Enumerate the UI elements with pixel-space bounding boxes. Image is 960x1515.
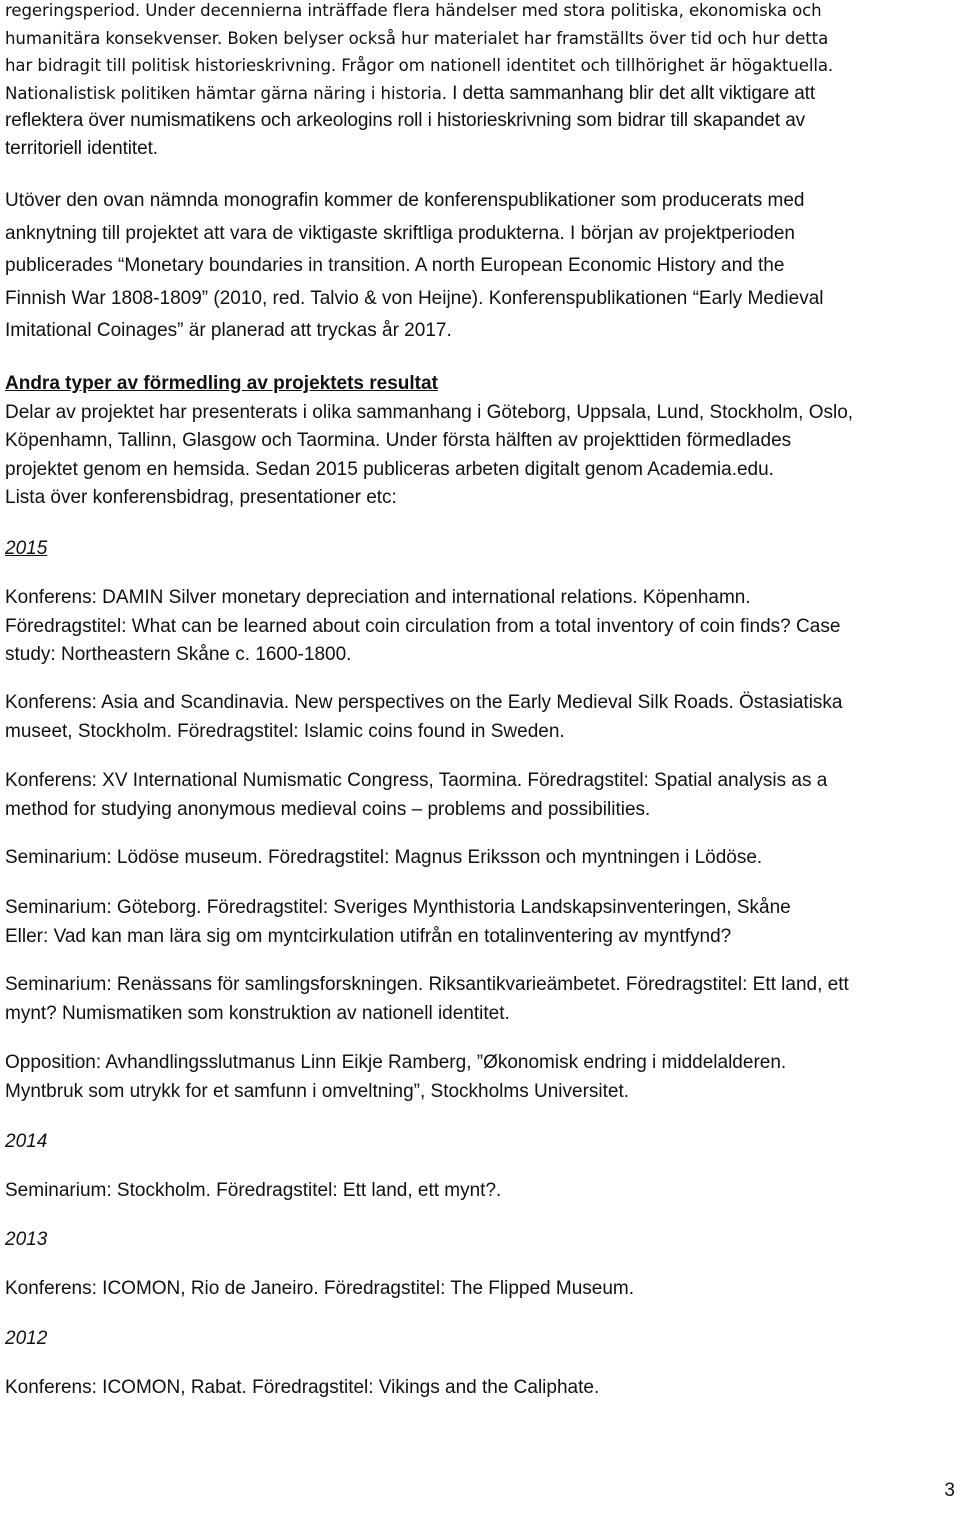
intro-line: har bidragit till politisk historieskrivning. Frågor om nationell identitet och tillhörighet är högaktuella. — [5, 56, 834, 75]
monograph-line: Utöver den ovan nämnda monografin kommer de konferenspublikationer som producerats med — [5, 190, 805, 211]
year-heading: 2012 — [5, 1328, 48, 1349]
intro-paragraph — [5, 0, 833, 162]
dissemination-line: Lista över konferensbidrag, presentationer etc: — [5, 487, 397, 508]
item-line: museet, Stockholm. Föredragstitel: Islamic coins found in Sweden. — [5, 720, 565, 742]
dissemination-line: Köpenhamn, Tallinn, Glasgow och Taormina. Under första hälften av projekttiden förmedlades — [5, 430, 792, 451]
year-heading: 2015 — [5, 538, 48, 559]
list-item — [5, 689, 842, 746]
list-item — [5, 1374, 599, 1403]
year-section-2015 — [5, 535, 47, 563]
monograph-line: Finnish War 1808-1809” (2010, red. Talvio & von Heijne). Konferenspublikationen “Early Medieval — [5, 287, 824, 309]
item-line: Föredragstitel: What can be learned about coin circulation from a total inventory of coin finds? Case — [5, 615, 841, 637]
item-line: Opposition: Avhandlingsslutmanus Linn Eikje Ramberg, ”Økonomisk endring i middelalderen. — [5, 1052, 787, 1073]
year-section-2014 — [5, 1128, 47, 1156]
year-section-2012 — [5, 1325, 47, 1353]
item-line: Seminarium: Lödöse museum. Föredragstitel: Magnus Eriksson och myntningen i Lödöse. — [5, 847, 763, 868]
list-item — [5, 1275, 634, 1304]
list-item — [5, 844, 762, 873]
item-line: study: Northeastern Skåne c. 1600-1800. — [5, 644, 352, 665]
intro-line — [5, 80, 833, 108]
item-line: Seminarium: Renässans för samlingsforskningen. Riksantikvarieämbetet. Föredragstitel: Ett land, ett — [5, 974, 849, 995]
item-line: method for studying anonymous medieval coins – problems and possibilities. — [5, 798, 651, 820]
list-item — [5, 767, 827, 824]
intro-line: territoriell identitet. — [5, 137, 158, 159]
monograph-paragraph — [5, 185, 824, 348]
list-item — [5, 894, 791, 951]
list-item — [5, 971, 849, 1028]
year-heading: 2013 — [5, 1229, 48, 1250]
item-line: Konferens: DAMIN Silver monetary depreciation and international relations. Köpenhamn. — [5, 587, 751, 608]
item-line: Konferens: XV International Numismatic Congress, Taormina. Föredragstitel: Spatial analysis as a — [5, 770, 828, 791]
year-heading: 2014 — [5, 1131, 48, 1152]
list-item — [5, 1049, 786, 1106]
intro-line: regeringsperiod. Under decennierna inträffade flera händelser med stora politiska, ekonomiska och — [5, 1, 822, 20]
dissemination-line: projektet genom en hemsida. Sedan 2015 publiceras arbeten digitalt genom Academia.edu. — [5, 458, 774, 480]
dissemination-line: Delar av projektet har presenterats i olika sammanhang i Göteborg, Uppsala, Lund, Stockholm, Oslo, — [5, 401, 854, 423]
item-line: Myntbruk som utrykk for et samfunn i omveltning”, Stockholms Universitet. — [5, 1080, 630, 1102]
item-line: mynt? Numismatiken som konstruktion av nationell identitet. — [5, 1002, 510, 1024]
item-line: Konferens: Asia and Scandinavia. New perspectives on the Early Medieval Silk Roads. Östasiatiska — [5, 692, 843, 713]
item-line: Eller: Vad kan man lära sig om myntcirkulation utifrån en totalinventering av myntfynd? — [5, 925, 732, 947]
dissemination-section — [5, 370, 853, 513]
section-heading: Andra typer av förmedling av projektets resultat — [5, 373, 438, 394]
intro-line: humanitära konsekvenser. Boken belyser också hur materialet har framställts över tid och hur detta — [5, 28, 829, 48]
list-item — [5, 584, 840, 670]
monograph-line: anknytning till projektet att vara de viktigaste skriftliga produkterna. I början av projektperioden — [5, 222, 795, 244]
page-number: 3 — [944, 1480, 955, 1501]
intro-line-tail: I detta sammanhang blir det allt viktigare att — [446, 82, 816, 104]
monograph-line: Imitational Coinages” är planerad att tryckas år 2017. — [5, 320, 452, 341]
intro-line-head: Nationalistisk politiken hämtar gärna näring i historia. — [5, 83, 447, 103]
intro-line: reflektera över numismatikens och arkeologins roll i historieskrivning som bidrar till skapandet av — [5, 110, 806, 131]
item-line: Konferens: ICOMON, Rio de Janeiro. Föredragstitel: The Flipped Museum. — [5, 1278, 635, 1299]
list-item — [5, 1177, 501, 1206]
item-line: Konferens: ICOMON, Rabat. Föredragstitel: Vikings and the Caliphate. — [5, 1377, 600, 1398]
item-line: Seminarium: Stockholm. Föredragstitel: Ett land, ett mynt?. — [5, 1180, 502, 1201]
monograph-line: publicerades “Monetary boundaries in transition. A north European Economic History and the — [5, 255, 785, 276]
item-line: Seminarium: Göteborg. Föredragstitel: Sveriges Mynthistoria Landskapsinventeringen, Skåne — [5, 897, 791, 918]
year-section-2013 — [5, 1226, 47, 1254]
